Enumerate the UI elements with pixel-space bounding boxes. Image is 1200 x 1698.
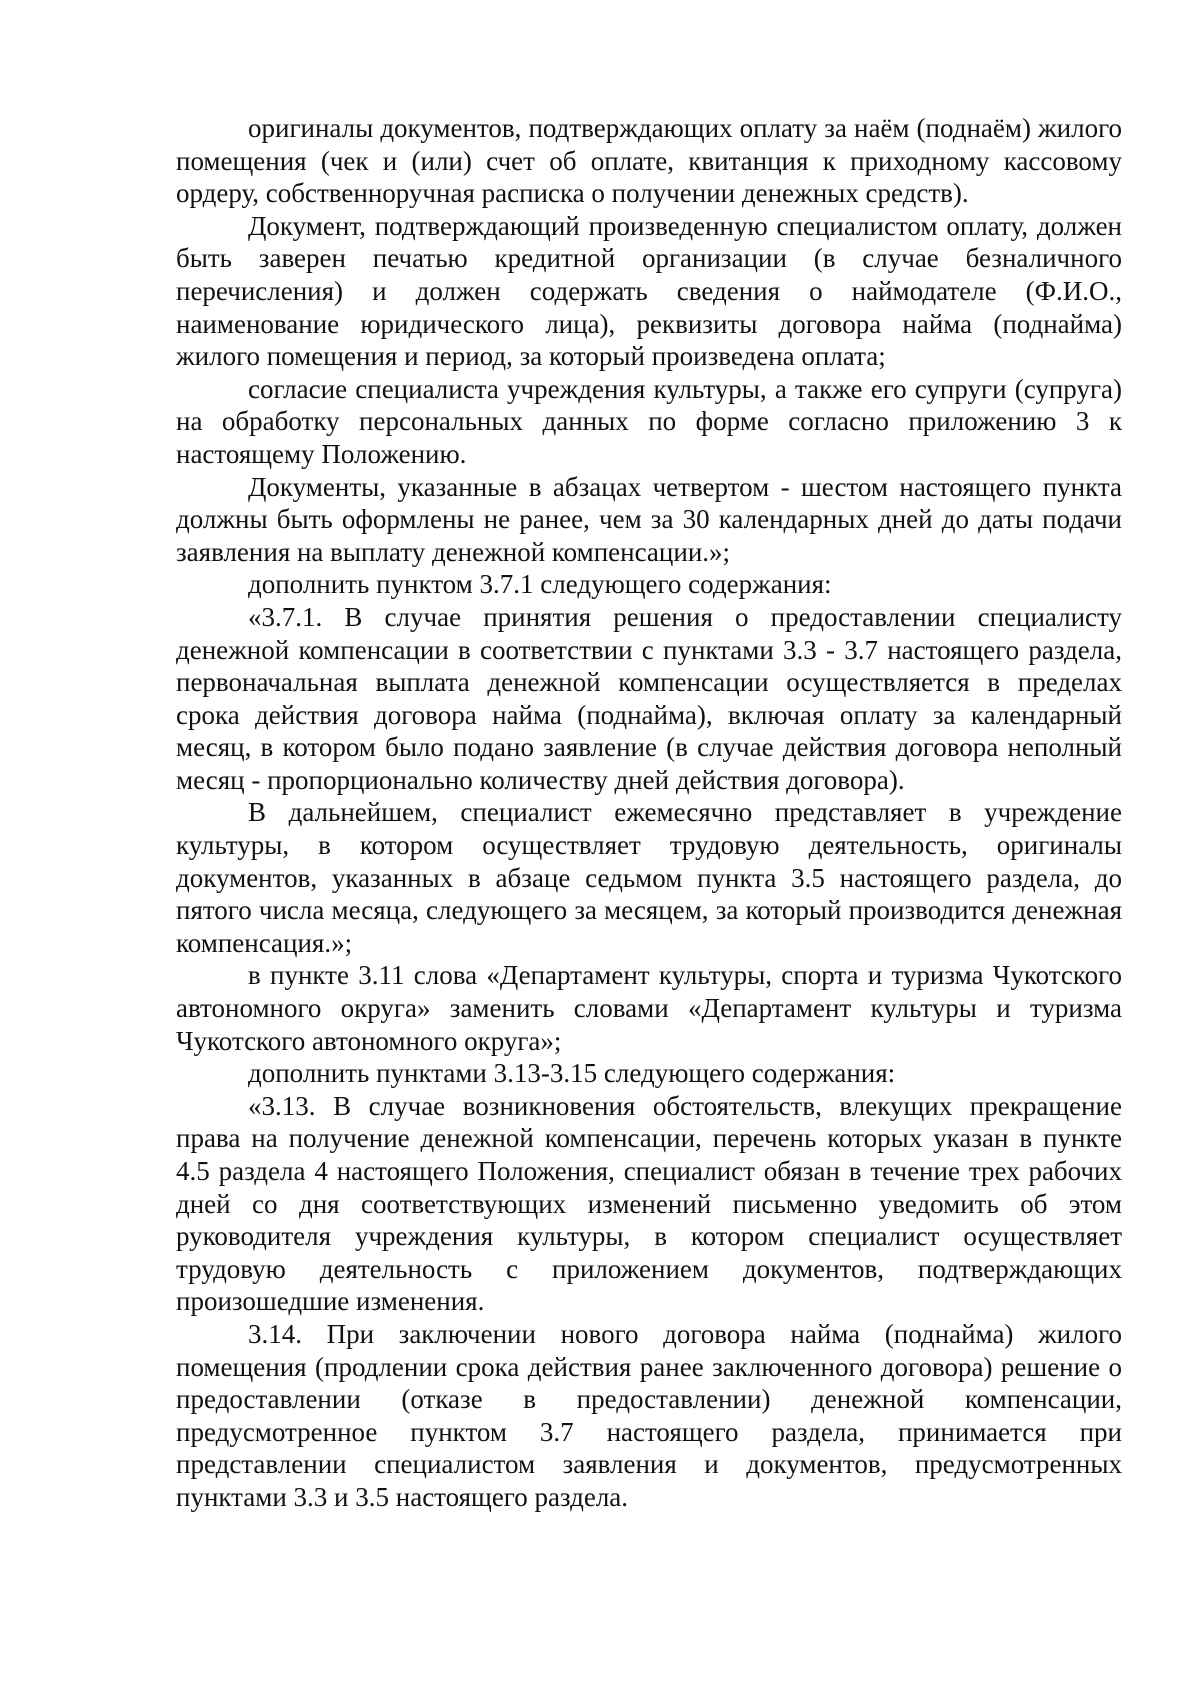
paragraph-add-3-7-1: дополнить пунктом 3.7.1 следующего содержания: — [248, 569, 832, 600]
document-body — [176, 112, 1122, 1514]
paragraph-3-7-1: «3.7.1. В случае принятия решения о предоставлении специалисту денежной компенсации в соответствии с пунктами 3.3 - 3.7 настоящего раздела, первоначальная выплата денежной компенсации осуществляется в пределах срока действия договора найма (поднайма), включая оплату за календарный месяц, в котором было подано заявление (в случае действия договора неполный месяц - пропорционально количеству дней действия договора). — [176, 601, 1122, 795]
paragraph-3-11-amendment: в пункте 3.11 слова «Департамент культуры, спорта и туризма Чукотского автономного округа» заменить словами «Департамент культуры и туризма Чукотского автономного округа»; — [176, 960, 1122, 1056]
paragraph-payment-document: Документ, подтверждающий произведенную специалистом оплату, должен быть заверен печатью кредитной организации (в случае безналичного перечисления) и должен содержать сведения о наймодателе (Ф.И.О., наименование юридического лица), реквизиты договора найма (поднайма) жилого помещения и период, за который произведена оплата; — [176, 210, 1122, 372]
paragraph-payment-originals: оригиналы документов, подтверждающих оплату за наём (поднаём) жилого помещения (чек и (или) счет об оплате, квитанция к приходному кассовому ордеру, собственноручная расписка о получении денежных средств). — [176, 113, 1122, 209]
paragraph-3-14: 3.14. При заключении нового договора найма (поднайма) жилого помещения (продлении срока действия ранее заключенного договора) решение о предоставлении (отказе в предоставлении) денежной компенсации, предусмотренное пунктом 3.7 настоящего раздела, принимается при представлении специалистом заявления и документов, предусмотренных пунктами 3.3 и 3.5 настоящего раздела. — [176, 1318, 1122, 1512]
paragraph-3-13: «3.13. В случае возникновения обстоятельств, влекущих прекращение права на получение денежной компенсации, перечень которых указан в пункте 4.5 раздела 4 настоящего Положения, специалист обязан в течение трех рабочих дней со дня соответствующих изменений письменно уведомить об этом руководителя учреждения культуры, в котором специалист осуществляет трудовую деятельность с приложением документов, подтверждающих произошедшие изменения. — [176, 1090, 1122, 1317]
paragraph-documents-deadline: Документы, указанные в абзацах четвертом - шестом настоящего пункта должны быть оформлены не ранее, чем за 30 календарных дней до даты подачи заявления на выплату денежной компенсации.»; — [176, 471, 1122, 567]
paragraph-consent: согласие специалиста учреждения культуры, а также его супруги (супруга) на обработку персональных данных по форме согласно приложению 3 к настоящему Положению. — [176, 373, 1122, 469]
paragraph-monthly-submission: В дальнейшем, специалист ежемесячно представляет в учреждение культуры, в котором осуществляет трудовую деятельность, оригиналы документов, указанных в абзаце седьмом пункта 3.5 настоящего раздела, до пятого числа месяца, следующего за месяцем, за который производится денежная компенсация.»; — [176, 797, 1122, 958]
paragraph-add-3-13-3-15: дополнить пунктами 3.13-3.15 следующего содержания: — [248, 1058, 896, 1089]
